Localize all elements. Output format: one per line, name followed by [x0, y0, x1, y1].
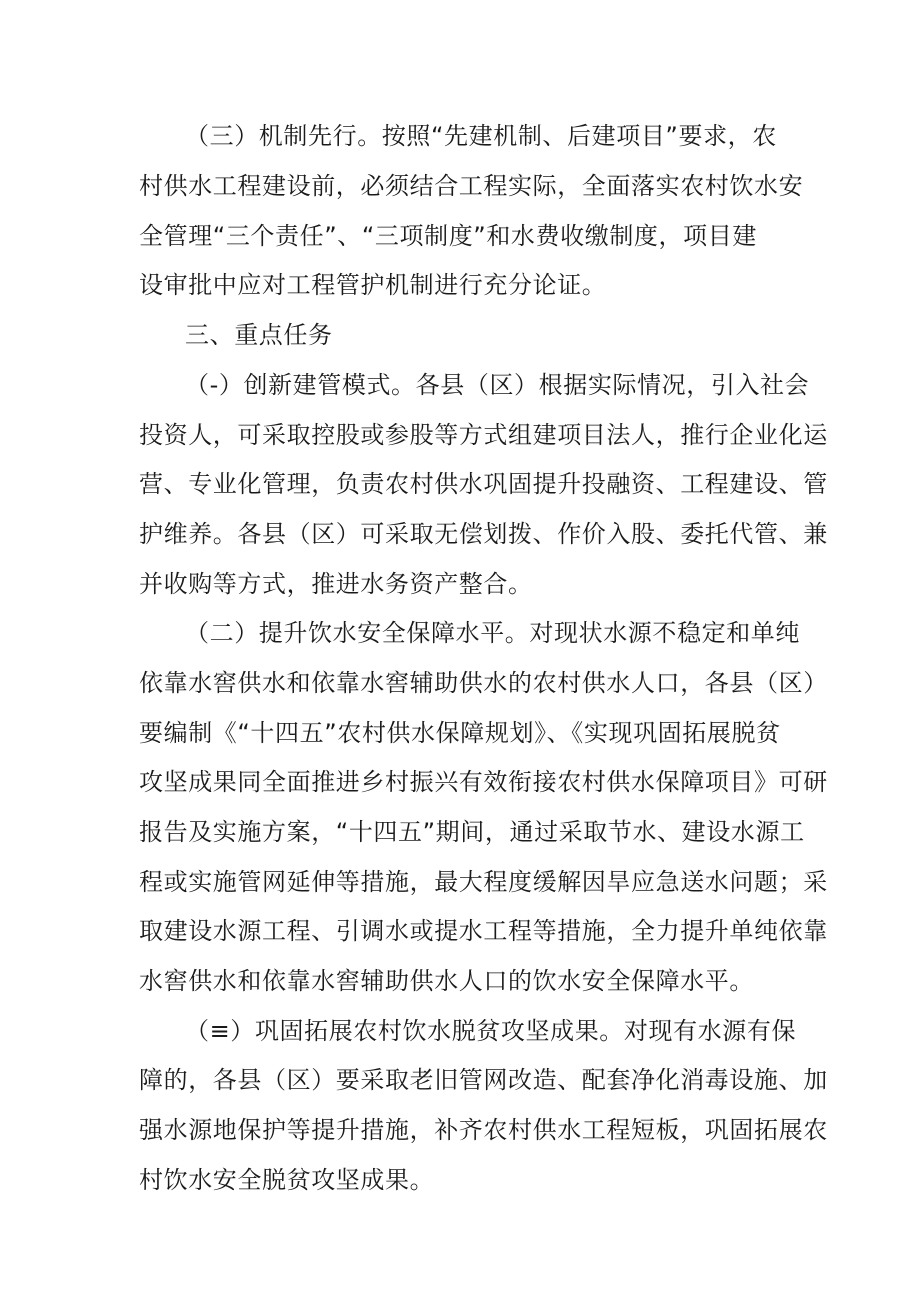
improve-safety-line-5: 报告及实施方案，“十四五”期间，通过采取节水、建设水源工 — [139, 818, 805, 846]
innovate-model-line-1: （-）创新建管模式。各县（区）根据实际情况，引入社会 — [185, 371, 810, 399]
innovate-model-line-3: 营、专业化管理，负责农村供水巩固提升投融资、工程建设、管 — [139, 470, 828, 498]
improve-safety-line-1: （二）提升饮水安全保障水平。对现状水源不稳定和单纯 — [185, 619, 800, 647]
improve-safety-line-6: 程或实施管网延伸等措施，最大程度缓解因旱应急送水问题；采 — [139, 868, 828, 896]
consolidate-results-line-1: （≡）巩固拓展农村饮水脱贫攻坚成果。对现有水源有保 — [185, 1017, 797, 1045]
mechanism-first-line-4: 设审批中应对工程管护机制进行充分论证。 — [139, 271, 607, 299]
improve-safety-line-2: 依靠水窖供水和依靠水窖辅助供水的农村供水人口，各县（区） — [139, 669, 828, 697]
improve-safety-line-3: 要编制《“十四五”农村供水保障规划》、《实现巩固拓展脱贫 — [139, 719, 781, 747]
mechanism-first-line-1: （三）机制先行。按照“先建机制、后建项目”要求，农 — [185, 122, 777, 150]
improve-safety-line-7: 取建设水源工程、引调水或提水工程等措施，全力提升单纯依靠 — [139, 917, 828, 945]
consolidate-results-line-2: 障的，各县（区）要采取老旧管网改造、配套净化消毒设施、加 — [139, 1066, 828, 1094]
mechanism-first-line-2: 村供水工程建设前，必须结合工程实际，全面落实农村饮水安 — [139, 172, 804, 200]
innovate-model-line-4: 护维养。各县（区）可采取无偿划拨、作价入股、委托代管、兼 — [139, 520, 828, 548]
consolidate-results-line-4: 村饮水安全脱贫攻坚成果。 — [139, 1166, 435, 1194]
key-tasks-heading: 三、重点任务 — [185, 321, 333, 349]
improve-safety-line-8: 水窖供水和依靠水窖辅助供水人口的饮水安全保障水平。 — [139, 967, 754, 995]
consolidate-results-line-3: 强水源地保护等提升措施，补齐农村供水工程短板，巩固拓展农 — [139, 1116, 828, 1144]
improve-safety-line-4: 攻坚成果同全面推进乡村振兴有效衔接农村供水保障项目》可研 — [139, 768, 828, 796]
innovate-model-line-2: 投资人，可采取控股或参股等方式组建项目法人，推行企业化运 — [139, 421, 828, 449]
innovate-model-line-5: 并收购等方式，推进水务资产整合。 — [139, 570, 533, 598]
mechanism-first-line-3: 全管理“三个责任”、“三项制度”和水费收缴制度，项目建 — [139, 222, 757, 250]
